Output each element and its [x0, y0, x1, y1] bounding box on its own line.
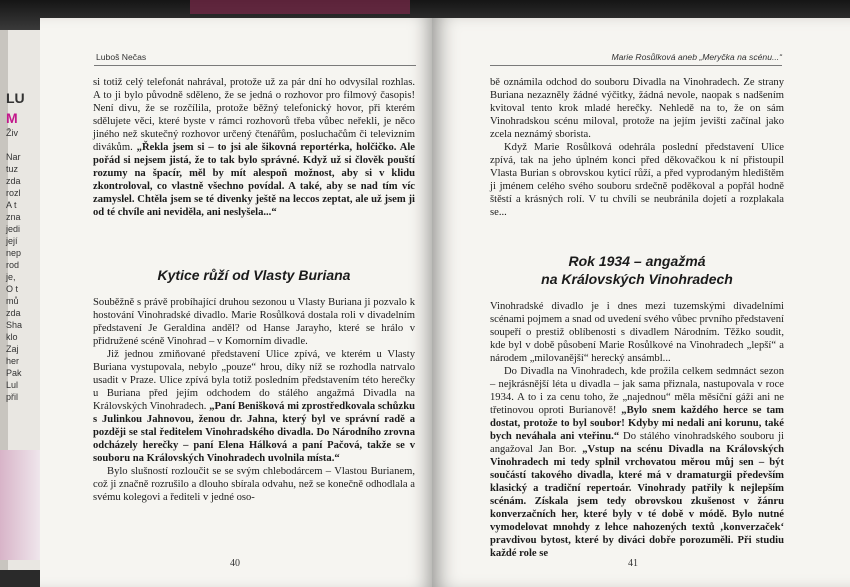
left-paragraph-3: Již jednou zmiňované představení Ulice zpívá, ve kterém u Vlasty Buriana vystupovala, nebylo „pouze“ hrou, díky níž se rozhodla natrvalo usadit v Praze. Ulice zpívá byla totiž posledním představením této herečky u Buriana před jejím odchodem do stálého angažmá Divadla na Královských Vinohradech. — [93, 349, 415, 412]
underlying-text-fragment: mů — [6, 296, 19, 306]
left-text-bottom — [93, 296, 415, 504]
left-quote-2: „Paní Benišková mi zprostředkovala schůzku s Julinkou Jahnovou, ženou dr. Jahna, který byl ve správní radě a později se stal ředitelem Vinohradského divadla. Do Národního zrovna odcházely herečky – paní Elena Hálková a paní Pačová, takže se v souboru na Královských Vinohradech uvolnila místa.“ — [93, 401, 415, 464]
underlying-page-edge — [0, 30, 40, 570]
underlying-text-fragment: LU — [6, 90, 25, 106]
underlying-text-fragment: přil — [6, 392, 19, 402]
right-paragraph-1: bě oznámila odchod do souboru Divadla na Vinohradech. Ze strany Buriana nezazněly žádné výčitky, žádná nevole, naopak s nadšením kvitoval tento krok mladé herečky. Nehledě na to, že on sám Vinohradskou scénu miloval, protože na jejím jevišti začínal jako zcela neznámý sborista. — [490, 77, 784, 140]
right-quote-1: „Bylo snem každého herce se tam dostat, protože to byl soubor! Kdyby mi nedali ani korunu, také bych neváhala ani vteřinu.“ — [490, 405, 784, 442]
underlying-text-fragment: zda — [6, 308, 21, 318]
underlying-text-fragment: Živ — [6, 128, 18, 138]
underlying-text-fragment: tuz — [6, 164, 19, 174]
underlying-text-fragment: Lul — [6, 380, 19, 390]
underlying-text-fragment: jedi — [6, 224, 21, 234]
left-page-number: 40 — [230, 558, 240, 569]
left-page — [40, 18, 432, 587]
left-quote-1: „Řekla jsem si – to jsi ale šikovná reportérka, holčičko. Ale pořád si nejsem jistá, že to tak bylo správné. Když už si člověk pouští rozumy na špacír, měl by mít alespoň možnost, aby si v klidu zkontroloval, co vlastně všechno povídal. A také, aby se nad tím víc zamyslel. Chtěla jsem se té divenky ještě na leccos zeptat, ale už jsem ji od té chvíle ani neviděla, ani neslyšela...“ — [93, 142, 416, 218]
underlying-text-fragment: Sha — [6, 320, 23, 330]
left-header-rule — [94, 65, 416, 66]
right-paragraph-3: Vinohradské divadlo je i dnes mezi tuzemskými divadelními scénami pojmem a snad od uvedení svého vůbec prvního představení soupeří o prestiž oblíbenosti s divadlem Národním. Těžko soudit, kde byl v době působení Marie Rosůlkové na Vinohradech „lepší“ a národem „milovanější“ herecký ansámbl... — [490, 301, 784, 364]
left-chapter-title: Kytice růží od Vlasty Buriana — [157, 267, 351, 283]
right-chapter-title-line-2: na Královských Vinohradech — [541, 271, 733, 287]
underlying-text-fragment: rod — [6, 260, 20, 270]
right-running-header: Marie Rosůlková aneb „Meryčka na scénu...“ — [611, 52, 782, 62]
underlying-text-fragment: O t — [6, 284, 19, 294]
right-paragraph-4-tail: Do stálého vinohradského souboru ji angažoval Jan Bor. — [490, 431, 784, 455]
left-running-header: Luboš Nečas — [96, 52, 147, 62]
right-page — [432, 18, 850, 587]
underlying-text-fragment: Zaj — [6, 344, 19, 354]
underlying-text-fragment: její — [6, 236, 18, 246]
background-pink-object — [190, 0, 410, 14]
left-paragraph-1: si totiž celý telefonát nahrával, protože už za pár dní ho odvysílal rozhlas. A to ji bylo původně sděleno, že se jedná o rozhovor pro filmový časopis! Není divu, že se rozčílila, protože běžný telefonický hovor, při kterém sdělujete věci, které byste v rámci rozhovorů třeba vůbec neřekli, je něco jiného než skutečný rozhovor určený čtenářům, posluchačům či televizním divákům. — [93, 77, 415, 153]
underlying-text-fragment: zda — [6, 176, 21, 186]
underlying-text-fragment: her — [6, 356, 20, 366]
right-chapter-title-line-1: Rok 1934 – angažmá — [568, 253, 706, 269]
right-paragraph-4: Do Divadla na Vinohradech, kde prožila celkem sedmnáct sezon – nejkrásnější léta u divadla – jak sama přiznala, nastupovala v roce 1934. A to i za cenu toho, že „najednou“ měla měsíční gáži ani ne třetinovou oproti Burianově! — [490, 366, 784, 416]
underlying-text-fragment: klo — [6, 332, 18, 342]
underlying-text-fragment: Pak — [6, 368, 22, 378]
underlying-text-fragment: A t — [6, 200, 17, 210]
right-quote-2: „Vstup na scénu Divadla na Královských Vinohradech mi tedy splnil vrchovatou měrou můj sen – být součástí takového divadla, které má v dramaturgii především klasický a tradiční repertoár. Vinohrady patřily k nejlepším scénám. Získala jsem tedy obrovskou zkušenost v žánru konverzačních her, které byly v té době v módě. Bylo nutné vymodelovat mnohdy z lehce nahozených textů ‚konverzaček‘ pravdivou bytost, které by diváci dobře porozuměli. Při studiu každé role se — [490, 444, 784, 559]
right-page-number: 41 — [628, 558, 638, 569]
left-text-top — [93, 76, 415, 219]
underlying-text-fragment: rozl — [6, 188, 21, 198]
underlying-text-fragment: zna — [6, 212, 21, 222]
underlying-text-fragment: nep — [6, 248, 22, 258]
right-paragraph-2: Když Marie Rosůlková odehrála poslední představení Ulice zpívá, tak na jeho úplném konci před děkovačkou k ní přistoupil Vlasta Burian s obrovskou kyticí růží, a před vyprodaným hledištěm ji jménem celého svého souboru srdečně poděkoval a popřál hodně štěstí a krásných rolí. V tu chvíli se neubránila dojetí a rozplakala se... — [490, 142, 784, 218]
underlying-page-image — [0, 450, 40, 560]
underlying-text-fragment: M — [6, 110, 18, 126]
underlying-text-fragment: je, — [6, 272, 16, 282]
left-paragraph-2: Souběžně s právě probíhající druhou sezonou u Vlasty Buriana ji pozvalo k hostování Vinohradské divadlo. Marie Rosůlková dostala roli v divadelním představení Je Geraldina anděl? od Hanse Jarayho, které se hrálo v přidružené scéně Vinohrad – v Komorním divadle. — [93, 297, 415, 347]
right-chapter-title — [490, 252, 784, 288]
left-paragraph-4: Bylo slušností rozloučit se se svým chlebodárcem – Vlastou Burianem, což ji značně rozrušilo a dlouho sbírala odvahu, než se konečně odhodlala a svému kolegovi a řediteli v jedné oso- — [93, 466, 415, 503]
right-header-rule — [490, 65, 782, 66]
underlying-text-fragment: Nar — [6, 152, 21, 162]
right-text-top — [490, 76, 784, 219]
right-text-bottom — [490, 300, 784, 560]
